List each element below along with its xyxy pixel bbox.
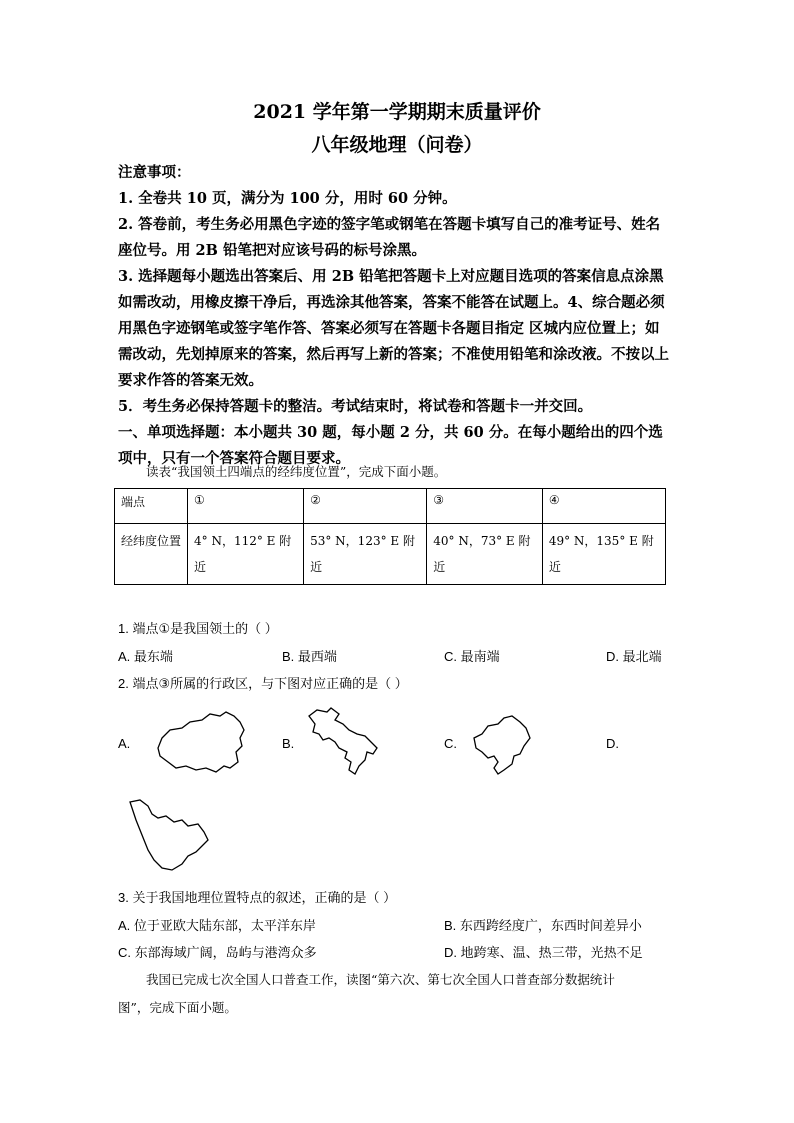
table-cell: 4° N，112° E 附近 bbox=[188, 524, 304, 585]
notice-item: 2. 答卷前，考生务必用黑色字迹的签字笔或钢笔在答题卡填写自己的准考证号、姓名座位号。用 2B 铅笔把对应该号码的标号涂黑。 bbox=[118, 216, 661, 259]
exam-title: 2021 学年第一学期期末质量评价 bbox=[253, 101, 541, 123]
table-row bbox=[115, 489, 666, 524]
table-cell: ② bbox=[304, 489, 427, 524]
question-3-stem: 3. 关于我国地理位置特点的叙述，正确的是（ ） bbox=[118, 890, 397, 905]
q3-option-a[interactable]: A. 位于亚欧大陆东部，太平洋东岸 bbox=[118, 918, 316, 933]
notice-block bbox=[118, 160, 674, 472]
census-intro-line-2: 图”，完成下面小题。 bbox=[118, 1000, 237, 1015]
q2-option-a[interactable]: A. bbox=[118, 736, 131, 751]
province-outline-b-icon bbox=[305, 704, 381, 776]
table-cell: 端点 bbox=[115, 489, 188, 524]
table-cell: 49° N，135° E 附近 bbox=[542, 524, 665, 585]
exam-subtitle: 八年级地理（问卷） bbox=[311, 134, 483, 156]
question-2-stem: 2. 端点③所属的行政区，与下图对应正确的是（ ） bbox=[118, 676, 408, 691]
q1-option-b[interactable]: B. 最西端 bbox=[282, 649, 337, 664]
q3-option-b[interactable]: B. 东西跨经度广，东西时间差异小 bbox=[444, 918, 642, 933]
notice-item: 3. 选择题每小题选出答案后、用 2B 铅笔把答题卡上对应题目选项的答案信息点涂黑如需改动，用橡皮擦干净后，再选涂其他答案，答案不能答在试题上。4、综合题必须用黑色字迹钢笔或签字笔作答、答案必须写在答题卡各题目指定 区城内应位置上；如需改动，先划掉原来的答案，然后再写上新的答案；不准使用铅笔和涂改液。不按以上要求作答的答案无效。 bbox=[118, 268, 669, 389]
question-1-stem: 1. 端点①是我国领土的（ ） bbox=[118, 621, 278, 636]
table-cell: ④ bbox=[542, 489, 665, 524]
q3-option-d[interactable]: D. 地跨寒、温、热三带，光热不足 bbox=[444, 945, 643, 960]
table-cell: 40° N，73° E 附近 bbox=[427, 524, 543, 585]
notice-heading: 注意事项： bbox=[118, 164, 191, 181]
province-outline-a-icon bbox=[150, 708, 250, 778]
q1-option-c[interactable]: C. 最南端 bbox=[444, 649, 500, 664]
table-intro: 读表“我国领土四端点的经纬度位置”，完成下面小题。 bbox=[146, 464, 447, 479]
section-heading: 一、单项选择题：本小题共 30 题，每小题 2 分，共 60 分。在每小题给出的四个选项中，只有一个答案符合题目要求。 bbox=[118, 424, 663, 467]
q2-option-b[interactable]: B. bbox=[282, 736, 295, 751]
notice-item: 5．考生务必保持答题卡的整洁。考试结束时，将试卷和答题卡一并交回。 bbox=[118, 398, 593, 415]
province-outline-c-icon bbox=[468, 712, 538, 776]
q1-option-a[interactable]: A. 最东端 bbox=[118, 649, 173, 664]
table-row bbox=[115, 524, 666, 585]
table-cell: 53° N，123° E 附近 bbox=[304, 524, 427, 585]
census-intro-line-1: 我国已完成七次全国人口普查工作，读图“第六次、第七次全国人口普查部分数据统计 bbox=[146, 972, 615, 987]
q2-option-c[interactable]: C. bbox=[444, 736, 457, 751]
q1-option-d[interactable]: D. 最北端 bbox=[606, 649, 662, 664]
notice-item: 1. 全卷共 10 页，满分为 100 分，用时 60 分钟。 bbox=[118, 190, 457, 207]
province-outline-d-icon bbox=[124, 796, 214, 876]
q3-option-c[interactable]: C. 东部海域广阔，岛屿与港湾众多 bbox=[118, 945, 317, 960]
q2-option-d[interactable]: D. bbox=[606, 736, 619, 751]
table-cell: ① bbox=[188, 489, 304, 524]
table-cell: 经纬度位置 bbox=[115, 524, 188, 585]
table-cell: ③ bbox=[427, 489, 543, 524]
coordinates-table bbox=[114, 488, 666, 585]
